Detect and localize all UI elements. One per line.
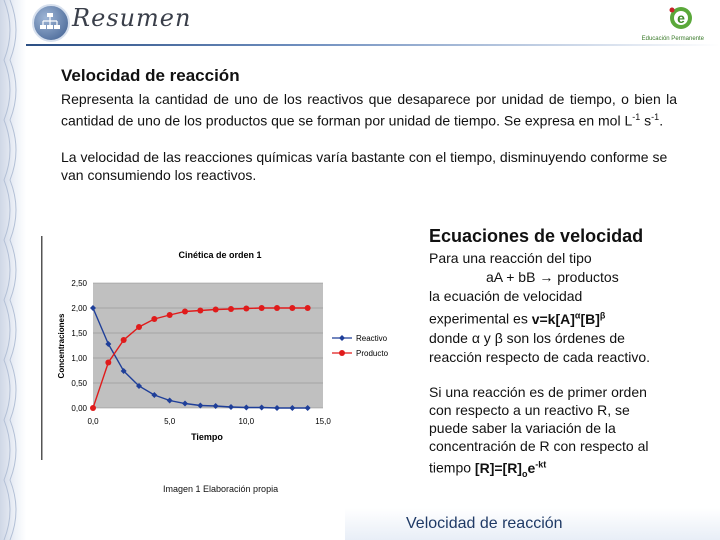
y-tick-label: 0,00	[71, 404, 87, 413]
data-point-producto	[197, 308, 203, 314]
data-point-producto	[305, 305, 311, 311]
section-title: Velocidad de reacción	[61, 66, 240, 85]
footer-title: Velocidad de reacción	[406, 515, 563, 532]
x-tick-label: 10,0	[238, 417, 255, 426]
eq-line-6: reacción respecto de cada reactivo.	[429, 348, 651, 365]
y-tick-label: 0,50	[71, 379, 87, 388]
y-tick-label: 1,00	[71, 354, 87, 363]
chart-title: Cinética de orden 1	[178, 250, 262, 260]
data-point-producto	[151, 316, 157, 322]
data-point-producto	[228, 306, 234, 312]
fo-line-4: concentración de R con respecto al	[429, 438, 649, 454]
data-point-producto	[121, 337, 127, 343]
data-point-producto	[167, 312, 173, 318]
eq-line-1: Para una reacción del tipo	[429, 250, 592, 266]
data-point-producto	[213, 307, 219, 313]
x-tick-label: 15,0	[315, 417, 331, 426]
legend-label-producto: Producto	[356, 349, 389, 358]
variation-paragraph: La velocidad de las reacciones químicas varía bastante con el tiempo, disminuyendo conforme se van consumiendo los reactivos.	[61, 149, 668, 183]
y-tick-label: 1,50	[71, 329, 87, 338]
decorative-ribbon	[0, 0, 26, 540]
eq-line-5: donde α y β son los órdenes de	[429, 329, 625, 346]
data-point-producto	[243, 306, 249, 312]
legend-label-reactivo: Reactivo	[356, 334, 388, 343]
kinetics-chart	[40, 236, 412, 460]
data-point-producto	[259, 305, 265, 311]
data-point-producto	[90, 405, 96, 411]
x-tick-label: 0,0	[87, 417, 99, 426]
eq-line-3: la ecuación de velocidad	[429, 288, 583, 304]
data-point-producto	[105, 360, 111, 366]
eq-rate-law: experimental es $v=k[A]^\alpha[B]^\beta$	[429, 310, 606, 327]
fo-formula-line: tiempo $[R]=[R]_oe^{-kt}$	[429, 459, 547, 479]
data-point-producto	[182, 309, 188, 315]
sitemap-icon	[32, 4, 70, 42]
data-point-producto	[289, 305, 295, 311]
brand-text: Educación Permanente	[641, 36, 704, 42]
definition-paragraph: Representa la cantidad de uno de los reactivos que desaparece por unidad de tiempo, o bien la cantidad de uno de los productos que se forman por unidad de tiempo. Se expresa en mol $L^{-1}$ $s^{-1}$.	[61, 91, 677, 129]
y-axis-label: Concentraciones	[57, 313, 66, 379]
fo-line-1: Si una reacción es de primer orden	[429, 384, 647, 400]
header	[26, 0, 720, 44]
image-caption: Imagen 1 Elaboración propia	[163, 484, 279, 494]
svg-text:e: e	[677, 10, 685, 26]
first-order-text	[429, 383, 699, 482]
fo-line-2: con respecto a un reactivo R, se	[429, 402, 630, 418]
chart-border-left	[41, 236, 43, 460]
legend-marker-producto	[339, 350, 345, 356]
plot-area	[93, 283, 323, 408]
x-tick-label: 5,0	[164, 417, 176, 426]
fo-line-3: puede saber la variación de la	[429, 420, 616, 436]
x-axis-label: Tiempo	[191, 432, 223, 442]
header-divider	[26, 44, 720, 46]
eq-reaction: aA + bB → productos	[486, 269, 619, 285]
equations-text	[429, 249, 699, 367]
data-point-producto	[136, 324, 142, 330]
header-title: Resumen	[72, 4, 192, 32]
brand-logo	[641, 4, 710, 44]
y-tick-label: 2,00	[71, 304, 87, 313]
equations-title: Ecuaciones de velocidad	[429, 226, 644, 246]
y-tick-label: 2,50	[71, 279, 87, 288]
data-point-producto	[274, 305, 280, 311]
